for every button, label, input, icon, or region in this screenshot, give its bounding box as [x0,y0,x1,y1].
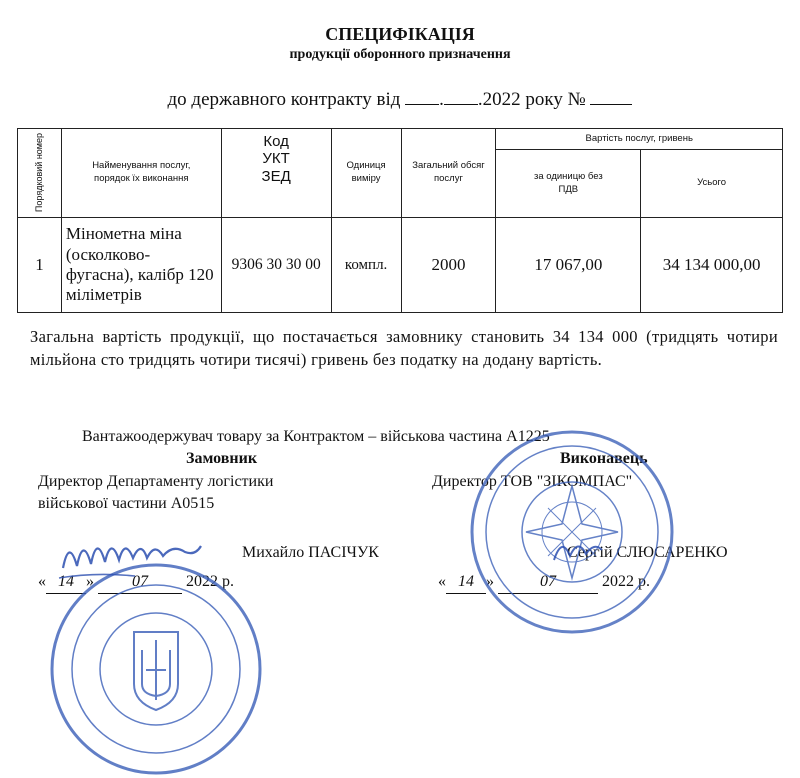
customer-date-year: 2022 р. [186,573,234,590]
customer-position-2: військової частини А0515 [38,495,215,512]
row-number: 1 [18,218,62,313]
contract-month-blank [444,88,478,105]
contract-line: до державного контракту від . .2022 року № [0,88,800,111]
customer-date-day: 14 [46,572,86,594]
table-row [18,218,783,313]
header-volume: Загальний обсяг послуг [401,129,496,218]
contract-number-blank [590,88,632,105]
header-total: Усього [641,150,783,218]
specification-table [17,128,783,313]
contractor-date: « 14 » 07 2022 р. [438,572,650,594]
contractor-signature-icon [548,530,608,570]
document-subtitle: продукції оборонного призначення [289,47,511,62]
row-unit: компл. [331,218,401,313]
consignee-line: Вантажоодержувач товару за Контрактом – військова частина А1225 [82,428,550,445]
row-code: 9306 30 30 00 [221,218,331,313]
contractor-date-day: 14 [446,572,486,594]
customer-name: Михайло ПАСІЧУК [242,544,379,561]
customer-heading: Замовник [186,450,258,467]
customer-stamp-icon [42,560,270,778]
contractor-heading: Виконавець [560,450,648,467]
document-title: СПЕЦИФІКАЦІЯ [325,24,475,44]
contract-prefix: до державного контракту від [167,89,401,110]
row-name: Мінометна міна (осколково-фугасна), калібр 120 міліметрів [61,218,221,313]
row-volume: 2000 [401,218,496,313]
row-total: 34 134 000,00 [641,218,783,313]
customer-position-1: Директор Департаменту логістики [38,473,274,490]
contractor-name: Сергій СЛЮСАРЕНКО [567,544,728,561]
contractor-date-year: 2022 р. [602,573,650,590]
header-unit-price: за одиницю без ПДВ [496,150,641,218]
customer-date: « 14 » 07 2022 р. [38,572,234,594]
customer-date-month: 07 [98,572,182,594]
header-number: Порядковий номер [18,129,62,218]
contractor-position: Директор ТОВ "ЗІКОМПАС" [432,473,633,490]
row-unit-price: 17 067,00 [496,218,641,313]
summary-paragraph: Загальна вартість продукції, що постачається замовнику становить 34 134 000 (тридцять чотири мільйона сто тридцять чотири тисячі) гривень без податку на додану вартість. [30,327,778,370]
customer-signature-icon [55,518,205,588]
header-code: Код УКТ ЗЕД [221,129,331,218]
header-name: Найменування послуг, порядок їх виконання [61,129,221,218]
contract-year: .2022 року № [477,89,586,110]
contractor-date-month: 07 [498,572,598,594]
header-unit: Одиниця виміру [331,129,401,218]
contract-day-blank [405,88,439,105]
header-cost-group: Вартість послуг, гривень [496,129,783,150]
